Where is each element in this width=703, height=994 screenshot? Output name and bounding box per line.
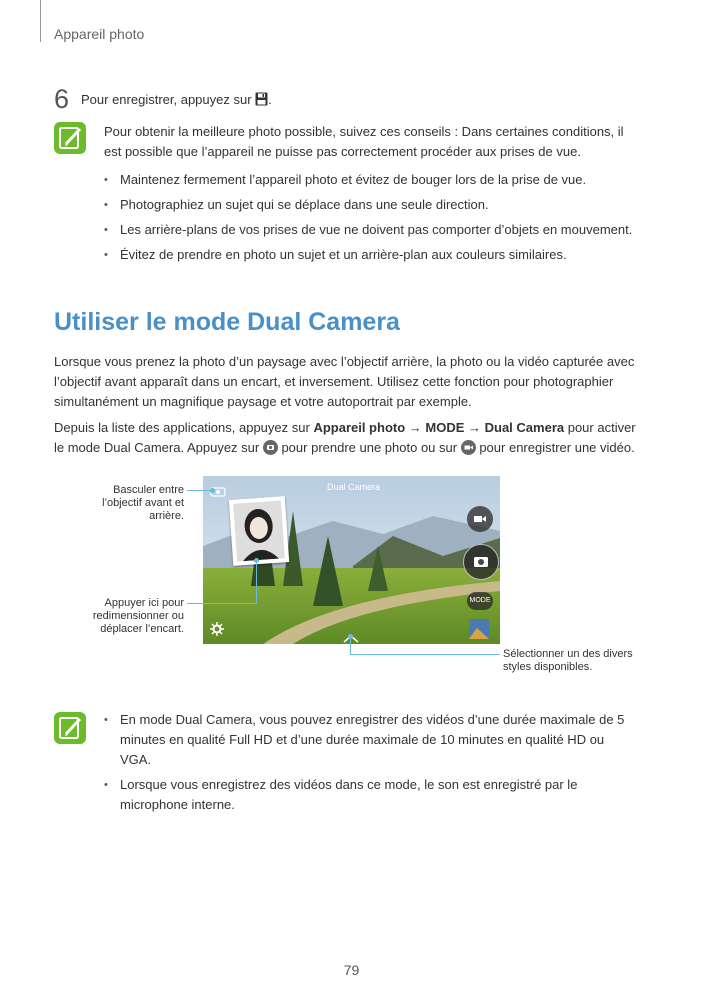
- save-icon: [255, 92, 268, 109]
- callout-styles: Sélectionner un des divers styles disponibles.: [503, 648, 633, 673]
- intro-paragraph: Lorsque vous prenez la photo d’un paysage avec l’objectif arrière, la photo ou la vidéo capturée avec l’objectif avant apparaît dans un encart, et inversement. Utilisez cette fonction pour photographier simultanément un magnifique paysage et votre autoportrait par exemple.: [54, 354, 635, 409]
- text-span: pour enregistrer une vidéo.: [479, 440, 635, 455]
- text-span: pour prendre une photo ou sur: [281, 440, 461, 455]
- list-item: • Les arrière-plans de vos prises de vue ne doivent pas comporter d’objets en mouvement.: [104, 220, 649, 240]
- callout-resize: Appuyer ici pour redimensionner ou déplacer l’encart.: [92, 597, 184, 635]
- settings-icon[interactable]: [210, 622, 224, 641]
- list-item: • Évitez de prendre en photo un sujet et un arrière-plan aux couleurs similaires.: [104, 245, 649, 265]
- app-name: Appareil photo: [313, 420, 406, 435]
- dual-camera-label: Dual Camera: [484, 420, 565, 435]
- note-icon: [54, 712, 86, 744]
- step-instruction: Pour enregistrer, appuyez sur: [81, 92, 252, 107]
- dual-camera-screenshot: [203, 476, 500, 644]
- callout-switch: Basculer entre l’objectif avant et arrière.: [102, 484, 184, 522]
- callout-line: [256, 560, 257, 604]
- page-header: Appareil photo: [54, 26, 145, 42]
- arrow: →: [464, 420, 485, 435]
- page-number: 79: [343, 962, 360, 978]
- notes-list: [104, 710, 634, 820]
- list-item: • En mode Dual Camera, vous pouvez enregistrer des vidéos d’une durée maximale de 5 minutes en qualité Full HD et d’une durée maximale de 10 minutes en qualité HD ou VGA.: [104, 710, 634, 770]
- inset-frame[interactable]: [229, 496, 289, 566]
- list-item: • Photographiez un sujet qui se déplace dans une seule direction.: [104, 195, 649, 215]
- text-span: pour activer le mode Dual Camera. Appuyez sur: [54, 420, 636, 455]
- header-rule: [40, 0, 41, 42]
- list-item: • Maintenez fermement l’appareil photo et évitez de bouger lors de la prise de vue.: [104, 170, 649, 190]
- mode-title: Dual Camera: [327, 482, 381, 492]
- mode-label: MODE: [425, 420, 465, 435]
- callout-dot: [348, 634, 353, 639]
- list-item: • Lorsque vous enregistrez des vidéos dans ce mode, le son est enregistré par le microphone interne.: [104, 775, 634, 815]
- step-end: .: [268, 92, 272, 107]
- video-button[interactable]: [467, 506, 493, 532]
- step-text: [81, 92, 272, 109]
- note-icon: [54, 122, 86, 154]
- arrow: →: [405, 420, 426, 435]
- gallery-thumbnail[interactable]: [469, 619, 489, 639]
- mode-button[interactable]: MODE: [467, 592, 493, 610]
- camera-icon: [263, 440, 278, 455]
- callout-dot: [210, 488, 215, 493]
- camera-button[interactable]: [463, 544, 499, 580]
- step-number: 6: [54, 84, 70, 114]
- section-title: Utiliser le mode Dual Camera: [54, 308, 400, 336]
- callout-dot: [254, 558, 259, 563]
- video-icon: [461, 440, 476, 455]
- tips-list: [104, 170, 649, 270]
- note-intro: Pour obtenir la meilleure photo possible, suivez ces conseils : Dans certaines conditions, il est possible que l’appareil ne puisse pas correctement procéder aux prises de vue.: [104, 124, 624, 159]
- callout-line: [187, 603, 256, 604]
- switch-camera-icon[interactable]: [210, 484, 226, 502]
- callout-line: [350, 654, 500, 655]
- text-span: Depuis la liste des applications, appuyez sur: [54, 420, 314, 435]
- instructions-paragraph: [54, 418, 649, 458]
